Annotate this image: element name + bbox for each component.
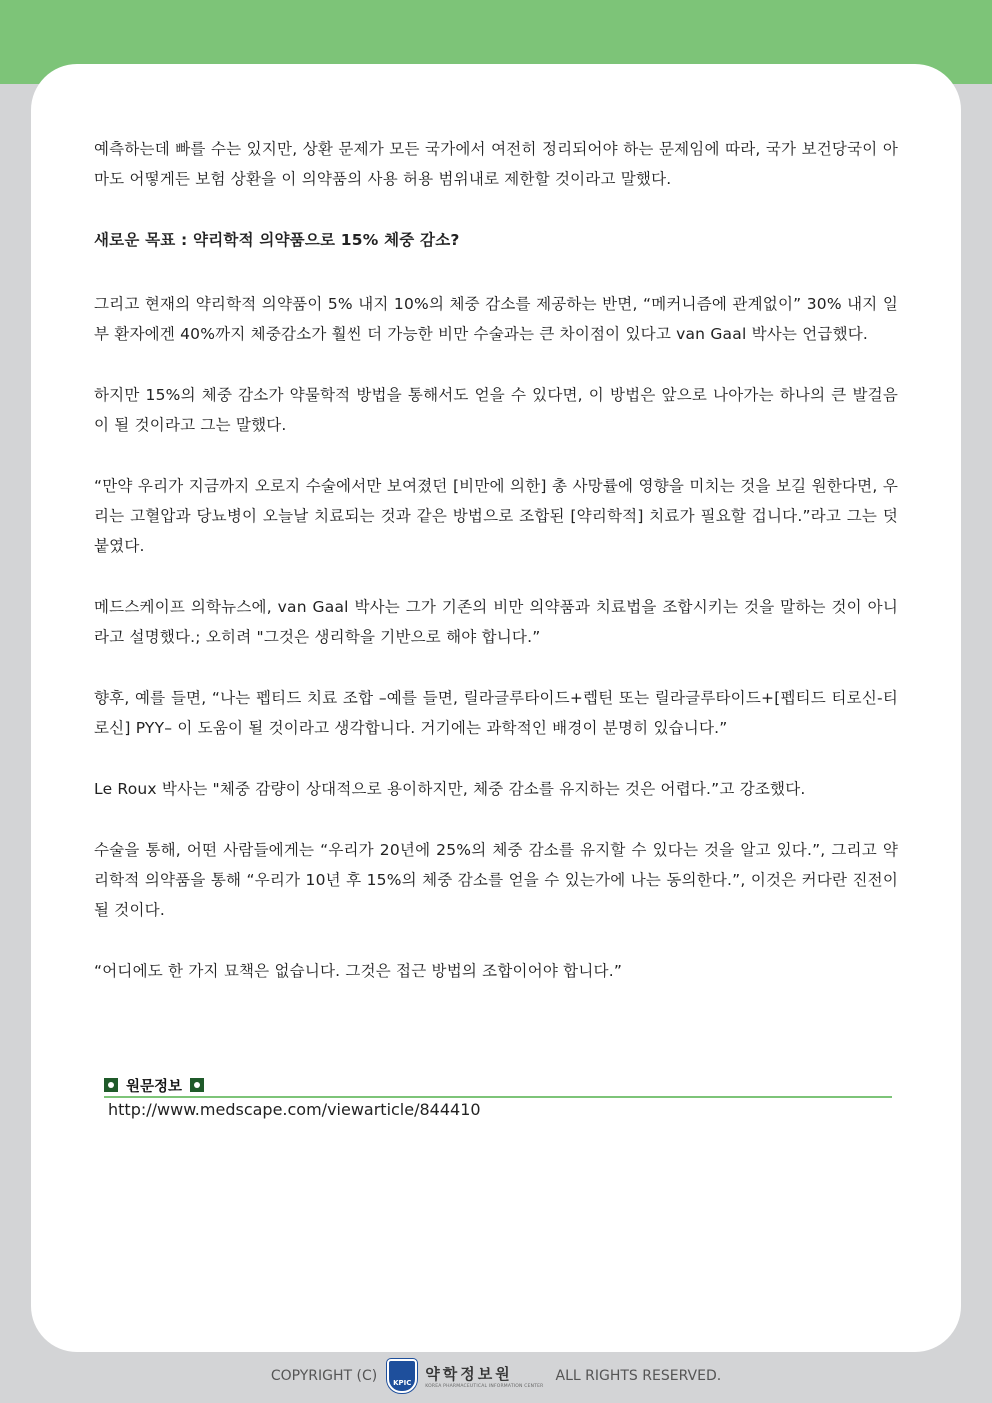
kpic-logo-icon xyxy=(387,1359,417,1393)
source-title xyxy=(104,1074,892,1096)
paragraph: 그리고 현재의 약리학적 의약품이 5% 내지 10%의 체중 감소를 제공하는 반면, “메커니즘에 관계없이” 30% 내지 일부 환자에겐 40%까지 체중감소가 훨씬 더 가능한 비만 수술과는 큰 차이점이 있다고 van Gaal 박사는 언급했다. xyxy=(94,295,898,343)
organization-name xyxy=(425,1363,543,1389)
paragraph: “어디에도 한 가지 묘책은 없습니다. 그것은 접근 방법의 조합이어야 합니다.” xyxy=(94,962,623,980)
copyright-text: COPYRIGHT (C) xyxy=(270,1368,378,1384)
bullet-square-icon xyxy=(104,1078,118,1092)
paragraph: 향후, 예를 들면, “나는 펩티드 치료 조합 –예를 들면, 릴라글루타이드+렙틴 또는 릴라글루타이드+[펩티드 티로신-티로신] PYY– 이 도움이 될 것이라고 생각합니다. 거기에는 과학적인 배경이 분명히 있습니다.” xyxy=(94,689,898,737)
section-heading: 새로운 목표 : 약리학적 의약품으로 15% 체중 감소? xyxy=(94,231,460,249)
paragraph: Le Roux 박사는 "체중 감량이 상대적으로 용이하지만, 체중 감소를 유지하는 것은 어렵다.”고 강조했다. xyxy=(94,780,806,798)
paragraph: 메드스케이프 의학뉴스에, van Gaal 박사는 그가 기존의 비만 의약품과 치료법을 조합시키는 것을 말하는 것이 아니라고 설명했다.; 오히려 "그것은 생리학을 기반으로 해야 합니다.” xyxy=(94,598,898,646)
organization-name-en: KOREA PHARMACEUTICAL INFORMATION CENTER xyxy=(425,1384,544,1389)
paragraph: 예측하는데 빠를 수는 있지만, 상환 문제가 모든 국가에서 여전히 정리되어야 하는 문제임에 따라, 국가 보건당국이 아마도 어떻게든 보험 상환을 이 의약품의 사용 허용 범위내로 제한할 것이라고 말했다. xyxy=(94,140,898,188)
article-body xyxy=(94,134,898,1017)
organization-name-kr: 약학정보원 xyxy=(425,1365,513,1383)
source-label: 원문정보 xyxy=(126,1078,183,1095)
bullet-square-icon xyxy=(190,1078,204,1092)
paragraph: 하지만 15%의 체중 감소가 약물학적 방법을 통해서도 얻을 수 있다면, 이 방법은 앞으로 나아가는 하나의 큰 발걸음이 될 것이라고 그는 말했다. xyxy=(94,386,898,434)
source-divider xyxy=(104,1096,892,1098)
paragraph: “만약 우리가 지금까지 오로지 수술에서만 보여졌던 [비만에 의한] 총 사망률에 영향을 미치는 것을 보길 원한다면, 우리는 고혈압과 당뇨병이 오늘날 치료되는 것과 같은 방법으로 조합된 [약리학적] 치료가 필요할 겁니다.”라고 그는 덧붙였다. xyxy=(94,477,898,555)
paragraph: 수술을 통해, 어떤 사람들에게는 “우리가 20년에 25%의 체중 감소를 유지할 수 있다는 것을 알고 있다.”, 그리고 약리학적 의약품을 통해 “우리가 10년 후 15%의 체중 감소를 얻을 수 있는가에 나는 동의한다.”, 이것은 커다란 진전이 될 것이다. xyxy=(94,841,898,919)
source-url-link[interactable]: http://www.medscape.com/viewarticle/844410 xyxy=(108,1100,481,1119)
logo-text: KPIC xyxy=(393,1379,412,1387)
source-info xyxy=(104,1074,892,1119)
rights-text: ALL RIGHTS RESERVED. xyxy=(555,1368,722,1384)
footer xyxy=(0,1356,992,1396)
